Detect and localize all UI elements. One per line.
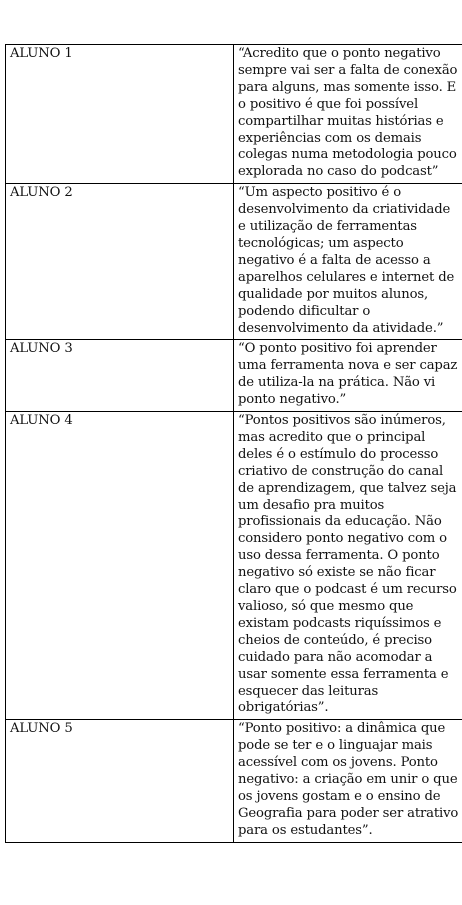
student-name-cell: ALUNO 2 [6,184,234,340]
student-responses-table [5,44,462,843]
student-quote-cell: “Um aspecto positivo é o desenvolvimento da criatividade e utilização de ferramentas tecnológicas; um aspecto negativo é a falta de acesso a aparelhos celulares e internet de qualidade por muitos alunos, podendo dificultar o desenvolvimento da atividade.” [234,184,462,340]
student-quote-cell: “Acredito que o ponto negativo sempre vai ser a falta de conexão para alguns, mas somente isso. E o positivo é que foi possível compartilhar muitas histórias e experiências com os demais colegas numa metodologia pouco explorada no caso do podcast” [234,45,462,184]
student-quote-cell: “O ponto positivo foi aprender uma ferramenta nova e ser capaz de utiliza-la na prática. Não vi ponto negativo.” [234,340,462,412]
table-row [6,720,462,842]
student-name-cell: ALUNO 4 [6,412,234,720]
table-row [6,412,462,720]
student-quote-cell: “Ponto positivo: a dinâmica que pode se ter e o linguajar mais acessível com os jovens. Ponto negativo: a criação em unir o que os jovens gostam e o ensino de Geografia para poder ser atrativo para os estudantes”. [234,720,462,842]
student-name-cell: ALUNO 5 [6,720,234,842]
table-row [6,45,462,184]
student-name-cell: ALUNO 1 [6,45,234,184]
student-quote-cell: “Pontos positivos são inúmeros, mas acredito que o principal deles é o estímulo do processo criativo de construção do canal de aprendizagem, que talvez seja um desafio pra muitos profissionais da educação. Não considero ponto negativo com o uso dessa ferramenta. O ponto negativo só existe se não ficar claro que o podcast é um recurso valioso, só que mesmo que existam podcasts riquíssimos e cheios de conteúdo, é preciso cuidado para não acomodar a usar somente essa ferramenta e esquecer das leituras obrigatórias”. [234,412,462,720]
table-row [6,340,462,412]
table-row [6,184,462,340]
student-name-cell: ALUNO 3 [6,340,234,412]
